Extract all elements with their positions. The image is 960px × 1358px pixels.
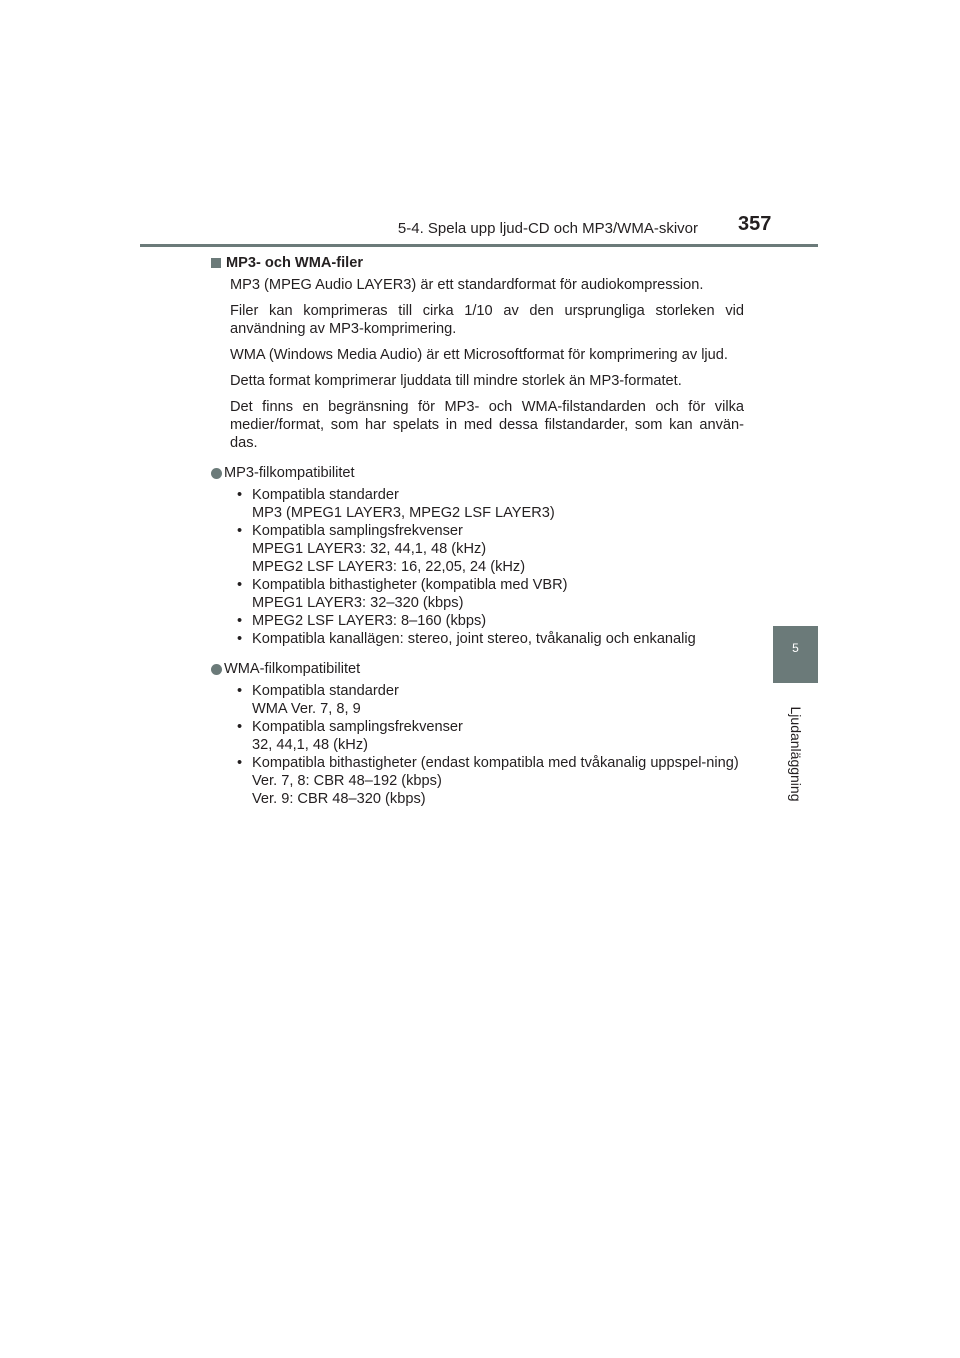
bullet-marker: •	[237, 523, 243, 539]
chapter-header-title: 5-4. Spela upp ljud-CD och MP3/WMA-skivor	[397, 220, 698, 237]
mp3-subheading	[211, 464, 744, 482]
main-content	[211, 254, 744, 808]
circle-bullet-icon	[211, 468, 222, 479]
list-item-line: Kompatibla kanallägen: stereo, joint stereo, tvåkanalig och enkanalig	[252, 631, 696, 647]
paragraph: Filer kan komprimeras till cirka 1/10 av den ursprungliga storleken vid användning av MP3-komprimering.	[230, 303, 744, 337]
wma-compatibility-list	[211, 682, 744, 808]
wma-subheading	[211, 660, 744, 678]
list-item-line: MPEG2 LSF LAYER3: 8–160 (kbps)	[252, 613, 487, 629]
list-item-line: MPEG2 LSF LAYER3: 16, 22,05, 24 (kHz)	[252, 559, 526, 575]
bullet-marker: •	[237, 755, 243, 771]
list-item	[237, 576, 744, 612]
header-divider	[140, 244, 818, 247]
wma-subheading-text: WMA-filkompatibilitet	[224, 661, 361, 677]
list-item	[237, 718, 744, 754]
list-item-line: Kompatibla standarder	[252, 487, 399, 503]
list-item	[237, 682, 744, 718]
list-item-line: MPEG1 LAYER3: 32, 44,1, 48 (kHz)	[252, 541, 487, 557]
paragraph: Det finns en begränsning för MP3- och WMA-filstandarden och för vilka medier/format, som har spelats in med dessa filstandarder, som kan använ-das.	[230, 399, 744, 451]
list-item-line: Kompatibla standarder	[252, 683, 399, 699]
bullet-marker: •	[237, 683, 243, 699]
side-tab-label	[773, 685, 818, 823]
list-item	[237, 630, 744, 648]
list-item-line: Ver. 9: CBR 48–320 (kbps)	[252, 791, 426, 807]
list-item	[237, 612, 744, 630]
circle-bullet-icon	[211, 664, 222, 675]
list-item-line: 32, 44,1, 48 (kHz)	[252, 737, 368, 753]
bullet-marker: •	[237, 487, 243, 503]
list-item-line: Ver. 7, 8: CBR 48–192 (kbps)	[252, 773, 442, 789]
paragraph: WMA (Windows Media Audio) är ett Microsoftformat för komprimering av ljud.	[230, 347, 728, 363]
list-item-line: WMA Ver. 7, 8, 9	[252, 701, 361, 717]
list-item-line: Kompatibla samplingsfrekvenser	[252, 523, 463, 539]
list-item-line: MP3 (MPEG1 LAYER3, MPEG2 LSF LAYER3)	[252, 505, 555, 521]
section-heading-text: MP3- och WMA-filer	[226, 255, 364, 271]
section-heading	[211, 254, 744, 272]
page-number: 357	[738, 213, 772, 235]
list-item-line: Kompatibla bithastigheter (endast kompatibla med tvåkanalig uppspel-ning)	[252, 755, 739, 771]
paragraph: MP3 (MPEG Audio LAYER3) är ett standardformat för audiokompression.	[230, 277, 704, 293]
square-bullet-icon	[211, 258, 221, 268]
bullet-marker: •	[237, 719, 243, 735]
side-tab-label-text: Ljudanläggning	[787, 706, 804, 802]
bullet-marker: •	[237, 631, 243, 647]
list-item	[237, 754, 744, 808]
list-item-line: Kompatibla samplingsfrekvenser	[252, 719, 463, 735]
mp3-subheading-text: MP3-filkompatibilitet	[224, 465, 355, 481]
mp3-compatibility-list	[211, 486, 744, 648]
list-item-line: Kompatibla bithastigheter (kompatibla med VBR)	[252, 577, 568, 593]
list-item-line: MPEG1 LAYER3: 32–320 (kbps)	[252, 595, 464, 611]
list-item	[237, 486, 744, 522]
paragraph: Detta format komprimerar ljuddata till mindre storlek än MP3-formatet.	[230, 373, 682, 389]
side-tab-number: 5	[773, 626, 818, 683]
bullet-marker: •	[237, 613, 243, 629]
bullet-marker: •	[237, 577, 243, 593]
list-item	[237, 522, 744, 576]
